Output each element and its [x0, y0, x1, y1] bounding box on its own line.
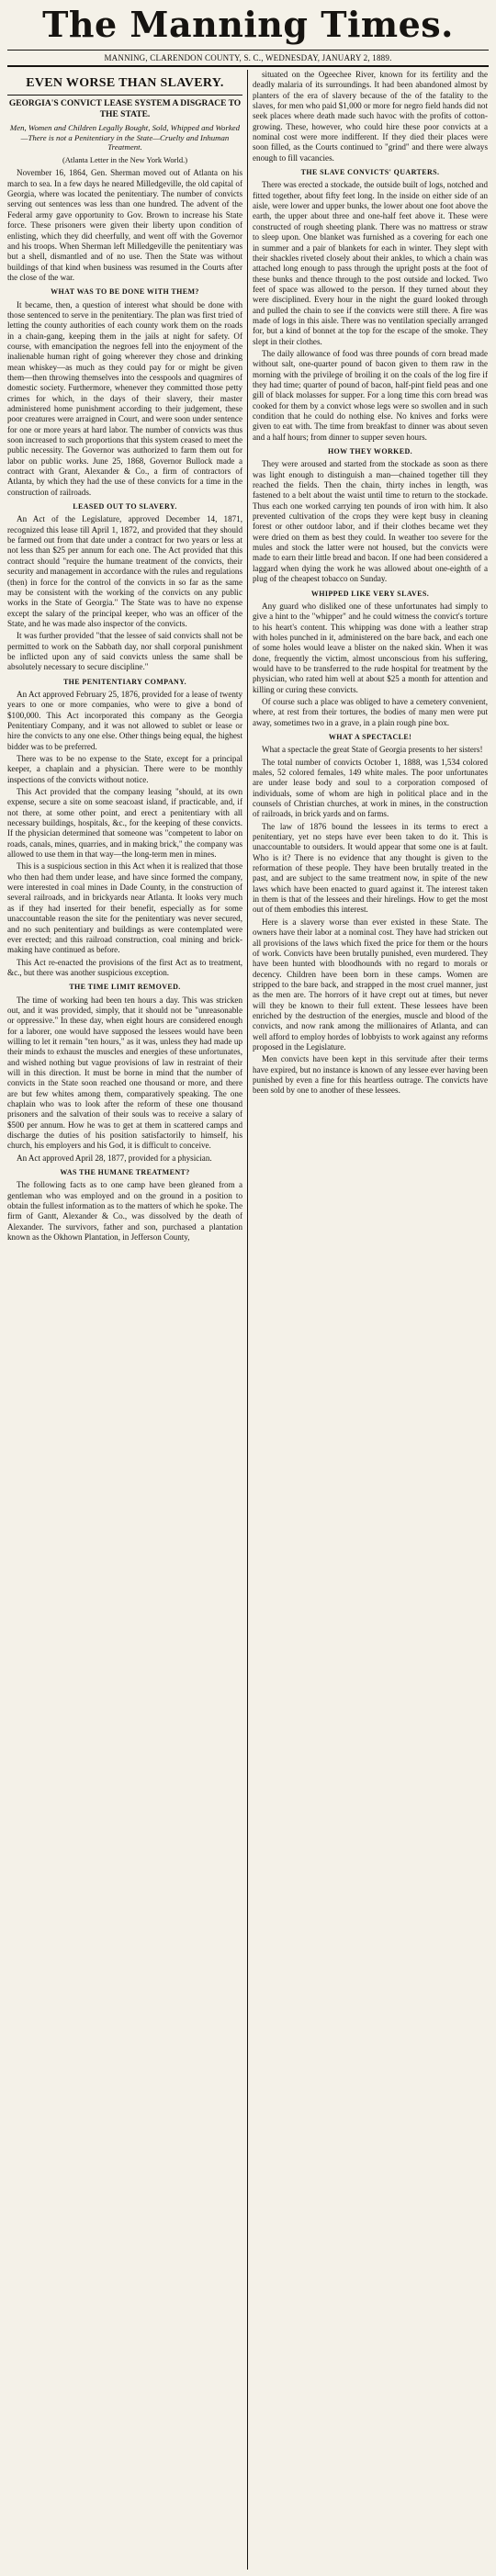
column-rule — [247, 70, 248, 2570]
paragraph: It became, then, a question of interest what should be done with those sentenced to serve in the penitentiary. The plan was first tried of letting the county authorities of each county work them on the roads in a chain-gang, keeping them in the jails at night for safety. Of course, with emancipation the negroes fell into the enjoyment of the inalienable human right of going wherever they chose and drinking mean whiskey—as much as they could pay for or might be given them—then throwing themselves into the cesspools and quagmires of domestic society. Furthermore, whenever they committed those petty crimes for which, in the days of their slavery, their master administered home punishment according to their judgement, these poor creatures were arraigned in Court, and were soon under sentence for one or more years at hard labor. The number of convicts was thus soon increased to such proportions that this system ceased to meet the public necessity. The Governor was authorized to farm them out for labor on public works. June 25, 1868, Governor Bullock made a contract with Grant, Alexander & Co., a firm of contractors of Atlanta, by which they had the use of these convicts for a time in the construction of railroads. — [7, 299, 242, 497]
article-deck: Men, Women and Children Legally Bought, Sold, Whipped and Worked—There is not a Penitentiary in the State—Cruelty and Inhuman Treatment. — [9, 123, 241, 152]
paragraph: Any guard who disliked one of these unfortunates had simply to give a hint to the "whipper" and he could witness the convict's torture to his heart's content. This whipping was done with a leather strap with holes punched in it, administered on the bare back, and each one of some holes would leave a blister on the naked skin. When it was done, frequently the victim, almost unconscious from his suffering, would have to be transferred to the rude hospital for treatment by the physician, who rated him well at about $25 a month for attention and killing or curing these convicts. — [253, 601, 488, 694]
headline-rule — [7, 95, 242, 96]
section-heading: THE TIME LIMIT REMOVED. — [69, 983, 181, 992]
section-heading: HOW THEY WORKED. — [327, 447, 413, 456]
paragraph: This Act provided that the company leasing "should, at its own expense, secure a site on some seacoast island, if practicable, and, if not there, at some other point, and erect a penitentiary with all necessary buildings, hospitals, &c., for the keeping of these convicts. If the physician determined that someone was "competent to labor on roads, canals, mines, quarries, and in making brick," the company was allowed to use them in that way—the long-term men in mines. — [7, 787, 242, 860]
section-heading: WHAT A SPECTACLE! — [328, 732, 412, 741]
paragraph: There was to be no expense to the State, except for a principal keeper, a chaplain and a physician. There were to be monthly inspections of the convicts without notice. — [7, 754, 242, 784]
right-column — [253, 70, 488, 2570]
paragraph: The daily allowance of food was three pounds of corn bread made without salt, one-quarter pound of bacon given to them raw in the morning with the privilege of broiling it on the coals of the log fire if they had time; quarter of pound of bacon, half-pint field peas and one gill of black molasses for supper. For a long time this corn bread was cooked for them by a convict whose legs were so swollen and in such condition that he could do nothing else. No knives and forks were given to eat with. The time from breakfast to dinner was about seven and a half hours; from dinner to supper seven hours. — [253, 348, 488, 442]
paragraph: situated on the Ogeechee River, known for its fertility and the deadly malaria of its surroundings. It had been abandoned almost by planters of the era of slavery because of the of the fatality to the slaves, for men who paid $1,000 or more for negro field hands did not seek places where death made such havoc with the profits of cotton-growing. These, however, who could hire these poor convicts at a nominal cost were more indifferent. If they died their places were soon filled, as the Courts continued to "grind" and there were always enough to fill vacancies. — [253, 70, 488, 163]
article-source: (Atlanta Letter in the New York World.) — [62, 155, 188, 165]
paragraph: An Act approved April 28, 1877, provided for a physician. — [17, 1153, 212, 1163]
paragraph: There was erected a stockade, the outside built of logs, notched and fitted together, about fifty feet long. In the inside on either side of an aisle, were lower and upper bunks, the lower about one foot above the earth, the upper about three and one-half feet above it. These were constructed of rough sheeting plank. There was no mattress or straw to sleep upon. One blanket was furnished as a covering for each one in summer and a pair of blankets for each in winter. They slept with their shackles riveted closely about their ankles, to which a chain was attached long enough to pass through the upright posts at the foot of these bunks and thence through to the post outside and locked. Two feet of space was allowed to the person. If they turned about they were disciplined. Every hour in the night the guard looked through and pulled the chain to see if the convicts were still there. A fire was made of logs in this aisle. There was no ventilation specially arranged for, but a kind of bonnet at the top for the escape of the smoke. They slept in their clothes. — [253, 180, 488, 346]
paragraph: Here is a slavery worse than ever existed in these State. The owners have their labor at a nominal cost. They have had stricken out all provisions of the laws which fixed the price for them or the hours of work. Convicts have been brutally punished, even murdered. They have been hunted with bloodhounds with no regard to morals or decency. Children have been born in these camps. Women are stripped to the bare back, and strapped in the most cruel manner, just as the men are. The horrors of it have crept out at times, but never will they be known to their full extent. These lessees have been enriched by the destruction of the energies, muscle and blood of the convicts, and now rank among the millionaires of Atlanta, and can well afford to employ hordes of lobbyists to work against any reforms proposed in the Legislature. — [253, 917, 488, 1052]
paragraph: An Act of the Legislature, approved December 14, 1871, recognized this lease till April 1, 1872, and provided that they should be farmed out from that date under a contract for two years or less at not less than $25 per annum for each one. The Act provided that this contract should "require the humane treatment of the convicts, their security and management in accordance with the rules and regulations (then) in force for the control of the convicts in so far as the same may be consistent with the working of the convicts on any public works in the State of Georgia." The State was to have no expense except the salary of the principal keeper, who was an officer of the State, and he was made also inspector of the convicts. — [7, 514, 242, 628]
newspaper-title: The Manning Times. — [42, 4, 454, 45]
section-heading: WHIPPED LIKE VERY SLAVES. — [310, 589, 430, 598]
paragraph: The time of working had been ten hours a day. This was stricken out, and it was provided, simply, that it should not be "unreasonable or oppressive." In these day, when eight hours are considered enough for a laborer, one would have supposed the lessees would have been willing to let it remain "ten hours," as it was, unless they had made up their minds to exhaust the muscles and energies of these unfortunates, and wished nothing but vague provisions of law in restraint of their will in this direction. It must be borne in mind that the number of convicts in the State soon reached one thousand or more, and there are but few whites among them, comparatively speaking. The one chaplain who was to look after the reform of these one thousand prisoners and the salvation of their souls was to receive a salary of $500 per annum. How he was to get at them in scattered camps and discharge the duties of his position satisfactorily to himself, his church, his employers and his God, it is difficult to conceive. — [7, 995, 242, 1151]
article-headline: EVEN WORSE THAN SLAVERY. — [26, 76, 224, 90]
paragraph: November 16, 1864, Gen. Sherman moved out of Atlanta on his march to sea. In a few days he neared Milledgeville, the old capital of Georgia, where was located the penitentiary. The number of convicts serving out sentences was less than one hundred. The advent of the Federal army gave opportunity to Gov. Brown to increase his State force. These prisoners were given their liberty upon condition of enlisting, which they did cheerfully, and went off with the Governor and his troops. When Sherman left Milledgeville the penitentiary was but a shell, dismantled and of no use. Then the State was without buildings of that kind when business was resumed in the Courts after the close of the war. — [7, 168, 242, 282]
article-columns — [0, 70, 496, 2572]
paragraph: The total number of convicts October 1, 1888, was 1,534 colored males, 52 colored females, 149 white males. The poor unfortunates are under lease body and soul to a corporation composed of individuals, some of whom are high in political place and in the counsels of Christian churches, at work in mines, in the construction of railroads, in brick yards and on farms. — [253, 757, 488, 819]
paragraph: What a spectacle the great State of Georgia presents to her sisters! — [262, 745, 483, 755]
dateline: MANNING, CLARENDON COUNTY, S. C., WEDNESDAY, JANUARY 2, 1889. — [7, 50, 489, 67]
masthead — [0, 0, 496, 50]
section-heading: LEASED OUT TO SLAVERY. — [73, 502, 177, 512]
paragraph: Men convicts have been kept in this servitude after their terms have expired, but no instance is known of any lessee ever having been punished by even a fine for this heartless outrage. The convicts have been sold by one to another of these lessees. — [253, 1054, 488, 1096]
paragraph: They were aroused and started from the stockade as soon as there was light enough to distinguish a man—chained together till they reached the fields. Then the chain, thirty inches in length, was fastened to a belt about the waist until time to return to the stockade. Thus each one worked carrying ten pounds of iron with him. It also prevented cultivation of the crops they were kept busy in cleaning forest or other outdoor labor, and if their clothes became wet they were dried on them as best they could. In weather too severe for the mules and stock the latter were not housed, but the convicts were made to earn their little bread and bacon. If one had been considered a laggard when dying the work he was allowed about one-eighth of a plug of the cheapest tobacco on Sunday. — [253, 459, 488, 584]
section-heading: WAS THE HUMANE TREATMENT? — [60, 1168, 190, 1177]
paragraph: Of course such a place was obliged to have a cemetery convenient, where, at rest from their tortures, the bodies of many men were put away, sometimes two in a grave, in a plain rough pine box. — [253, 696, 488, 727]
paragraph: This Act re-enacted the provisions of the first Act as to treatment, &c., but there was another suspicious exception. — [7, 957, 242, 977]
article-subhead: GEORGIA'S CONVICT LEASE SYSTEM A DISGRACE TO THE STATE. — [8, 99, 242, 119]
left-column — [7, 70, 242, 2570]
paragraph: The following facts as to one camp have been gleaned from a gentleman who was employed and on the ground in a position to obtain the fullest information as to the matters of which he spoke. The firm of Gantt, Alexander & Co., was dissolved by the death of Alexander. The survivors, father and son, purchased a plantation known as the Okhown Plantation, in Jefferson County, — [7, 1180, 242, 1243]
section-heading: THE SLAVE CONVICTS' QUARTERS. — [300, 168, 440, 177]
paragraph: An Act approved February 25, 1876, provided for a lease of twenty years to one or more companies, who were to give a bond of $100,000. This Act incorporated this company as the Georgia Penitentiary Company, and it was not allowed to sublet or lease or hire the convicts to any one else. Other things being equal, the highest bidder was to be preferred. — [7, 689, 242, 751]
section-heading: THE PENITENTIARY COMPANY. — [62, 677, 187, 686]
section-heading: WHAT WAS TO BE DONE WITH THEM? — [51, 287, 199, 297]
paragraph: This is a suspicious section in this Act when it is realized that those who then had them under lease, and have since formed the company, were interested in coal mines in Dade County, in the construction of several railroads, and in brickyards near Atlanta. It looks very much as if they had inserted for their benefit, especially as for some unaccountable reason the site for the penitentiary was never secured, and no such penitentiary and buildings as were contemplated were ever erected; and this railroad construction, coal mining and brick-making have continued as before. — [7, 861, 242, 955]
paragraph: It was further provided "that the lessee of said convicts shall not be permitted to work on the Sabbath day, nor shall corporal punishment be inflicted upon any of said convicts unless the same shall be absolutely necessary to secure discipline." — [7, 631, 242, 672]
paragraph: The law of 1876 bound the lessees in its terms to erect a penitentiary, yet no steps have ever been taken to do it. This is unaccountable to outsiders. It would appear that some one is at fault. Who is it? There is no evidence that any thought is given to the reformation of these people. They have been brutally treated in the past, and are subject to the same treatment now, in spite of the new laws which have been enacted to guard against it. The interest taken in them is that of the lessees and their hirelings. How to get the most out of them embodies this interest. — [253, 821, 488, 915]
